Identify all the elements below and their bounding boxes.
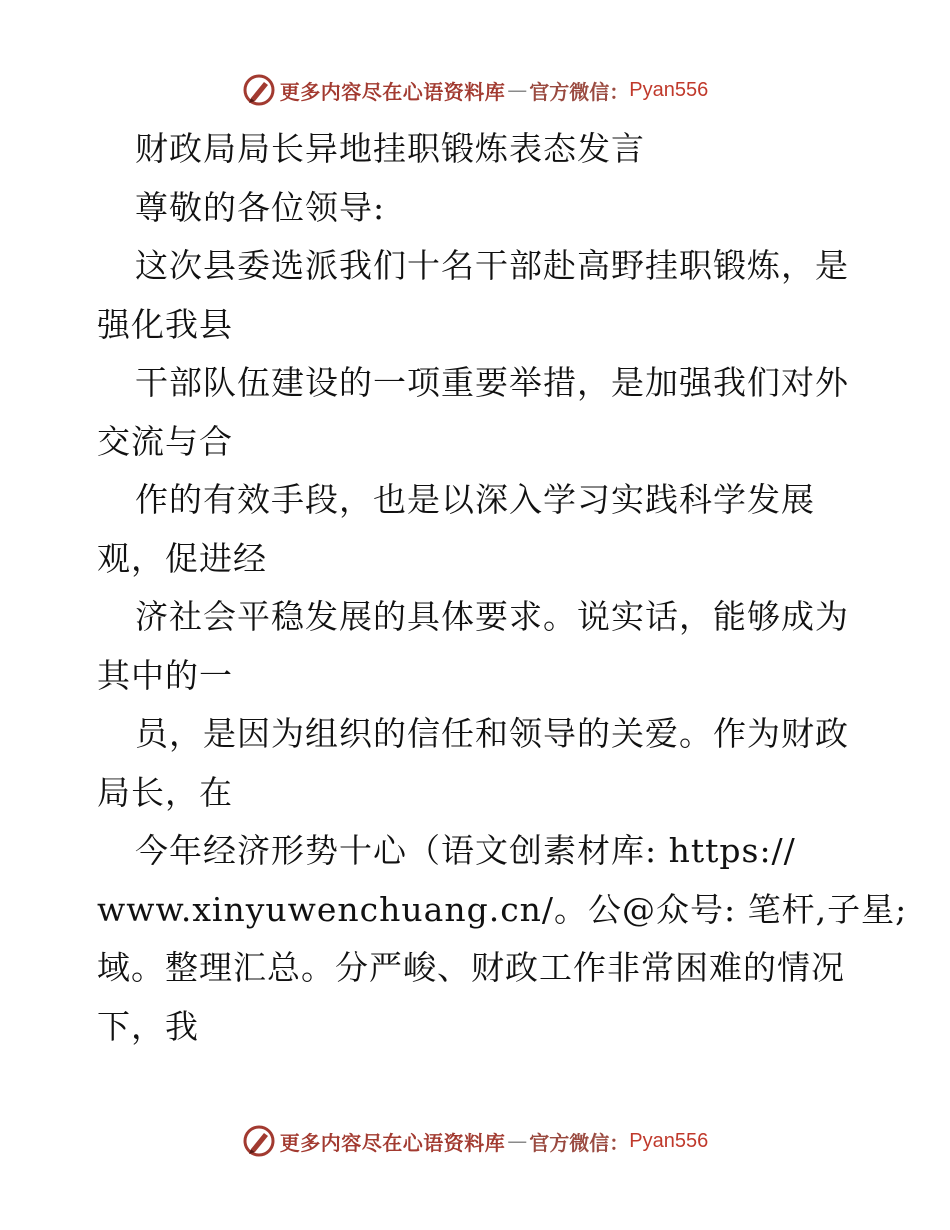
document-line: 财政局局长异地挂职锻炼表态发言	[135, 129, 645, 168]
document-line: 其中的一	[97, 655, 233, 695]
document-line: 尊敬的各位领导:	[135, 187, 386, 227]
document-line: 强化我县	[97, 304, 233, 344]
document-line: 这次县委选派我们十名干部赴高野挂职锻炼，是	[135, 246, 849, 285]
document-line: 域。整理汇总。分严峻、财政工作非常困难的情况	[97, 948, 845, 987]
footer-banner	[0, 1121, 950, 1161]
document-line: 济社会平稳发展的具体要求。说实话，能够成为	[135, 597, 849, 636]
document-line: 作的有效手段，也是以深入学习实践科学发展	[135, 480, 815, 519]
document-line: 下，我	[97, 1006, 199, 1046]
footer-brand: 更多内容尽在心语资料库	[279, 1130, 506, 1155]
document-body	[97, 120, 908, 1056]
document-line: 今年经济形势十心（语文创素材库: https://	[135, 831, 796, 870]
document-line: 员，是因为组织的信任和领导的关爱。作为财政	[135, 714, 849, 753]
footer-separator: —	[507, 1129, 528, 1153]
header-banner	[0, 70, 950, 110]
footer-wechat-id: Pyan556	[629, 1129, 709, 1152]
document-line: 交流与合	[97, 421, 233, 461]
header-separator: —	[507, 78, 528, 102]
pen-logo-icon	[242, 73, 276, 107]
header-brand: 更多内容尽在心语资料库	[279, 79, 506, 104]
document-line: 观，促进经	[97, 538, 267, 578]
document-line: www.xinyuwenchuang.cn/。公@众号: 笔杆,子星;	[97, 889, 908, 929]
header-official-label: 官方微信：	[529, 79, 630, 104]
document-line: 局长，在	[97, 772, 233, 812]
document-line: 干部队伍建设的一项重要举措，是加强我们对外	[135, 363, 849, 402]
header-wechat-id: Pyan556	[629, 78, 709, 101]
footer-official-label: 官方微信：	[529, 1130, 630, 1155]
pen-logo-icon	[242, 1124, 276, 1158]
